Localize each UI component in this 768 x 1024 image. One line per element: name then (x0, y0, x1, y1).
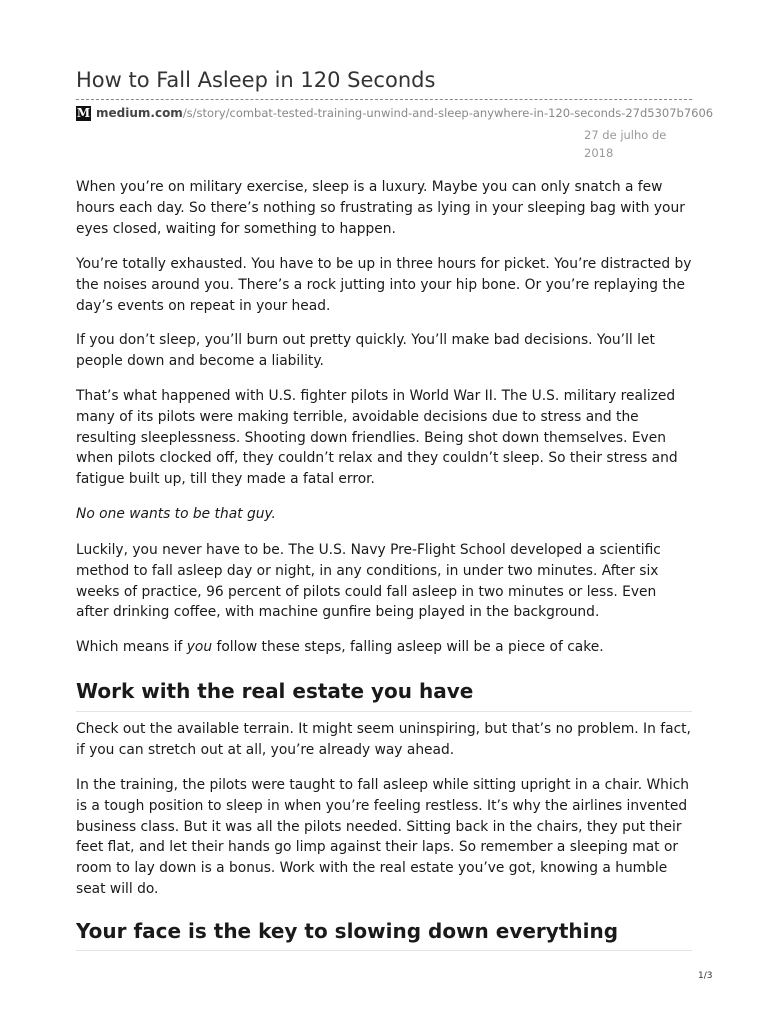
paragraph-5-italic: No one wants to be that guy. (76, 506, 276, 522)
publish-date (584, 126, 684, 162)
paragraph-1: When you’re on military exercise, sleep is a luxury. Maybe you can only snatch a few hours each day. So there’s nothing so frustrating as lying in your sleeping bag with your eyes closed, waiting for something to happen. (76, 179, 685, 237)
source-line (76, 104, 713, 122)
publish-date-line1: 27 de julho de (584, 128, 667, 142)
source-path[interactable]: /s/story/combat-tested-training-unwind-and-sleep-anywhere-in-120-seconds-27d5307b7606 (182, 106, 714, 120)
title-divider (76, 99, 692, 100)
paragraph-2: You’re totally exhausted. You have to be up in three hours for picket. You’re distracted by the noises around you. There’s a rock jutting into your hip bone. Or you’re replaying the day’s events on repeat in your head. (76, 256, 692, 314)
paragraph-7-start: Which means if (76, 639, 187, 655)
page-number: 1/3 (698, 971, 713, 981)
source-domain[interactable]: medium.com (96, 106, 183, 120)
paragraph-8: Check out the available terrain. It might seem uninspiring, but that’s no problem. In fact, if you can stretch out at all, you’re already way ahead. (76, 721, 691, 758)
publish-date-line2: 2018 (584, 146, 614, 160)
paragraph-6: Luckily, you never have to be. The U.S. Navy Pre-Flight School developed a scientific method to fall asleep day or night, in any conditions, in under two minutes. After six weeks of practice, 96 percent of pilots could fall asleep in two minutes or less. Even after drinking coffee, with machine gunfire being played in the background. (76, 542, 661, 621)
paragraph-7-end: follow these steps, falling asleep will be a piece of cake. (212, 639, 604, 655)
section-divider-1 (76, 711, 692, 712)
paragraph-3: If you don’t sleep, you’ll burn out pretty quickly. You’ll make bad decisions. You’ll let people down and become a liability. (76, 332, 655, 369)
paragraph-7-emphasis: you (186, 639, 213, 655)
paragraph-7 (76, 637, 692, 658)
section-heading-face: Your face is the key to slowing down everything (76, 919, 619, 943)
section-heading-real-estate: Work with the real estate you have (76, 679, 474, 703)
paragraph-9: In the training, the pilots were taught to fall asleep while sitting upright in a chair. Which is a tough position to sleep in when you’re feeling restless. It’s why the airlines invented business class. But it was all the pilots needed. Sitting back in the chairs, they put their feet flat, and let their hands go limp against their laps. So remember a sleeping mat or room to lay down is a bonus. Work with the real estate you’ve got, knowing a humble seat will do. (76, 777, 690, 897)
paragraph-5 (76, 504, 692, 525)
medium-logo-icon: M (76, 106, 91, 120)
section-divider-2 (76, 950, 692, 951)
paragraph-4: That’s what happened with U.S. fighter pilots in World War II. The U.S. military realized many of its pilots were making terrible, avoidable decisions due to stress and the resulting sleeplessness. Shooting down friendlies. Being shot down themselves. Even when pilots clocked off, they couldn’t relax and they couldn’t sleep. So their stress and fatigue built up, till they made a fatal error. (76, 388, 678, 488)
article-title: How to Fall Asleep in 120 Seconds (76, 68, 436, 92)
